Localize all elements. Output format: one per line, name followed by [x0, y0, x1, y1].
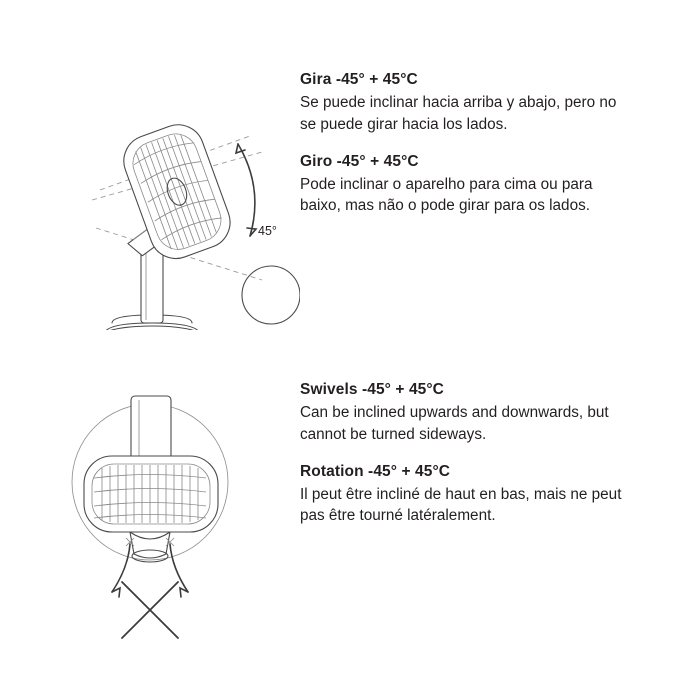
fan-front-view-figure	[0, 360, 300, 640]
heading-giro: Giro -45° + 45°C	[300, 152, 419, 170]
panel-tilt-side-view	[0, 40, 700, 330]
text-block-en	[300, 380, 630, 446]
detail-circle	[242, 266, 300, 324]
body-giro: Pode inclinar o aparelho para cima ou para baixo, mas não o pode girar para os lados.	[300, 175, 593, 215]
not-allowed-x-icon	[122, 582, 178, 638]
heading-rotation: Rotation -45° + 45°C	[300, 462, 451, 480]
body-swivels: Can be inclined upwards and downwards, but cannot be turned sideways.	[300, 404, 609, 443]
heading-gira: Gira -45° + 45°C	[300, 71, 418, 88]
text-block-pt	[300, 152, 630, 218]
text-block-fr	[300, 462, 630, 528]
body-rotation: Il peut être incliné de haut en bas, mais ne peut pas être tourné latéralement.	[300, 485, 622, 525]
fan-side-view-figure	[0, 40, 300, 320]
tilt-arc-arrow	[236, 144, 277, 238]
text-column-bottom	[300, 360, 630, 527]
text-column-top	[300, 40, 630, 217]
heading-swivels: Swivels -45° + 45°C	[300, 381, 444, 398]
text-block-es	[300, 70, 630, 136]
fan-base	[104, 245, 200, 330]
fan-head-front	[84, 456, 218, 532]
fan-foot	[130, 532, 170, 562]
panel-no-swivel-front-view	[0, 360, 700, 640]
angle-label: 45°	[258, 224, 277, 238]
body-gira: Se puede inclinar hacia arriba y abajo, pero no se puede girar hacia los lados.	[300, 94, 617, 133]
